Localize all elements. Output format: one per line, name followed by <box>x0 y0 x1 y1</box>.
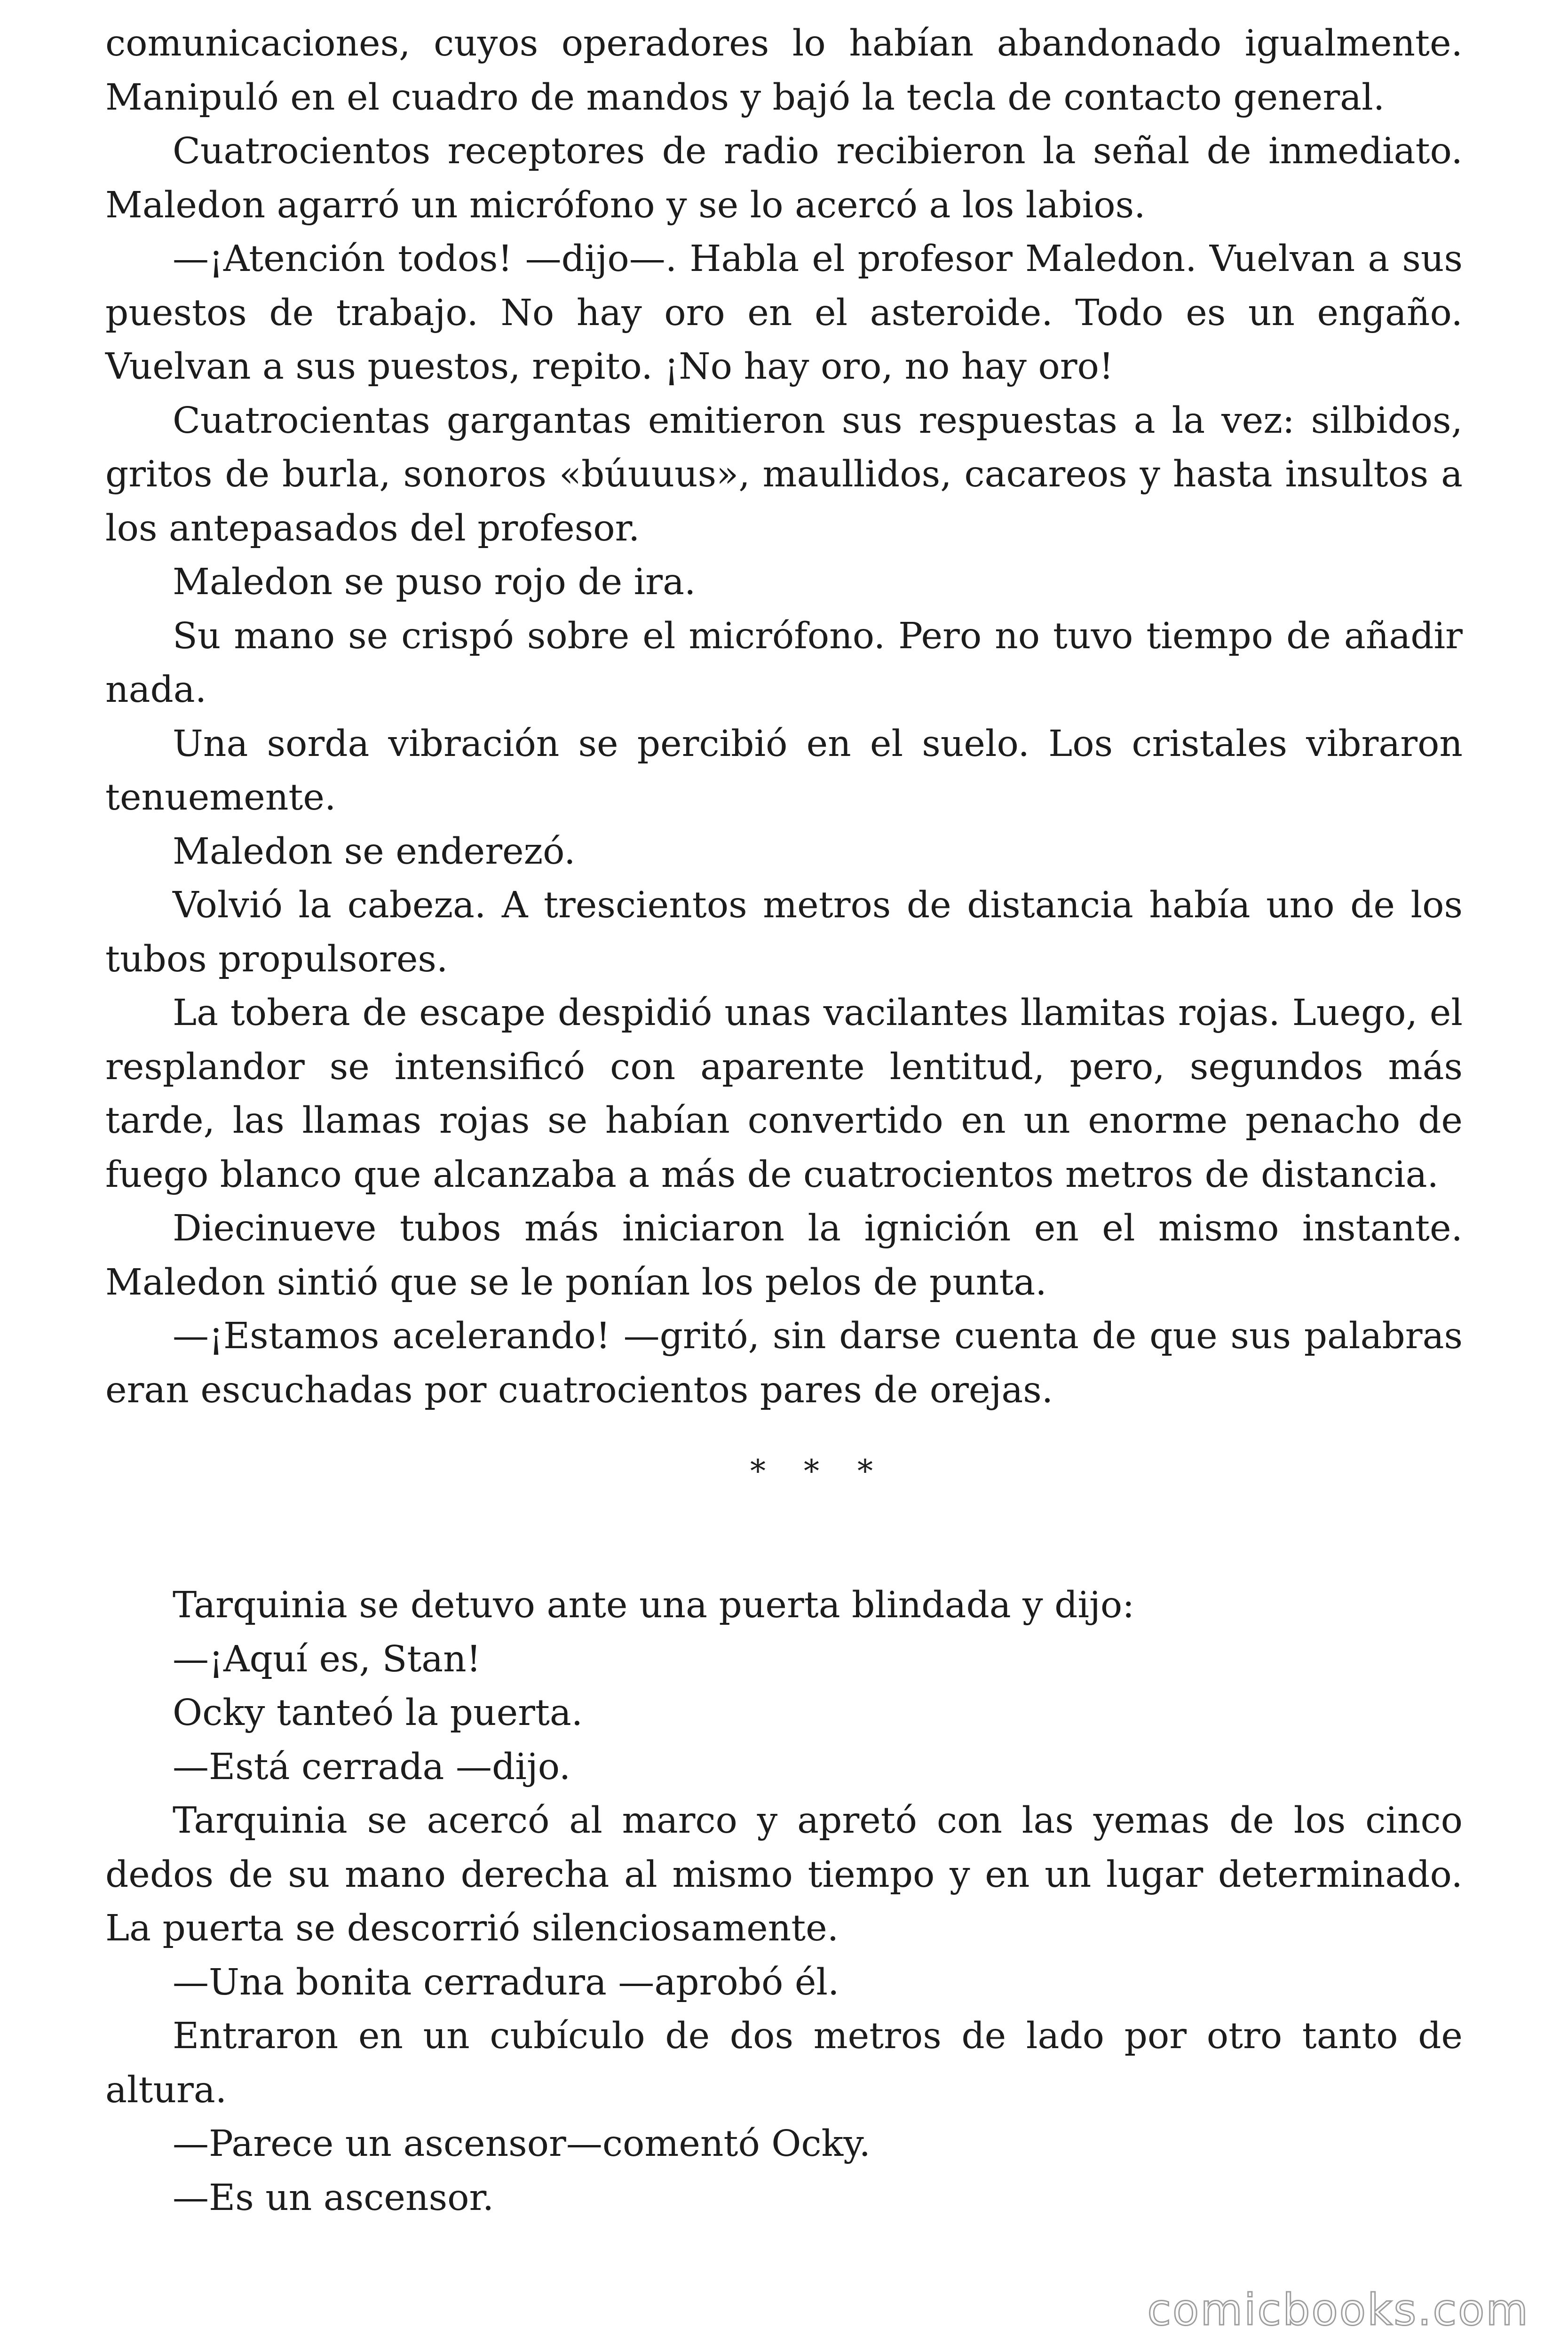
paragraph: Una sorda vibración se percibió en el suelo. Los cristales vibraron tenuemente. <box>105 723 1463 818</box>
paragraph: —¡Aquí es, Stan! <box>173 1638 481 1680</box>
paragraph: Ocky tanteó la puerta. <box>173 1692 583 1734</box>
paragraph: —¡Atención todos! —dijo—. Habla el profesor Maledon. Vuelvan a sus puestos de trabajo. No hay oro en el asteroide. Todo es un engaño. Vuelvan a sus puestos, repito. ¡No hay oro, no hay oro! <box>105 238 1463 388</box>
page-body <box>105 17 1463 2225</box>
paragraph: Tarquinia se detuvo ante una puerta blindada y dijo: <box>173 1584 1135 1626</box>
paragraph: Cuatrocientos receptores de radio recibieron la señal de inmediato. Maledon agarró un micrófono y se lo acercó a los labios. <box>105 130 1463 226</box>
paragraph: —Es un ascensor. <box>173 2177 494 2219</box>
paragraph: Su mano se crispó sobre el micrófono. Pero no tuvo tiempo de añadir nada. <box>105 615 1463 711</box>
paragraph: La tobera de escape despidió unas vacilantes llamitas rojas. Luego, el resplandor se intensificó con aparente lentitud, pero, segundos más tarde, las llamas rojas se habían convertido en un enorme penacho de fuego blanco que alcanzaba a más de cuatrocientos metros de distancia. <box>105 992 1463 1196</box>
paragraph: Maledon se enderezó. <box>173 830 576 873</box>
paragraph: —Está cerrada —dijo. <box>173 1746 571 1788</box>
paragraph: Maledon se puso rojo de ira. <box>173 561 696 603</box>
paragraph: Cuatrocientas gargantas emitieron sus respuestas a la vez: silbidos, gritos de burla, sonoros «búuuus», maullidos, cacareos y hasta insultos a los antepasados del profesor. <box>105 399 1463 549</box>
paragraph: Volvió la cabeza. A trescientos metros de distancia había uno de los tubos propulsores. <box>105 884 1463 980</box>
watermark: comicbooks.com <box>1147 2285 1529 2335</box>
paragraph: Entraron en un cubículo de dos metros de lado por otro tanto de altura. <box>105 2015 1463 2111</box>
section-separator: * * * <box>750 1453 887 1489</box>
paragraph: —Parece un ascensor—comentó Ocky. <box>173 2123 871 2165</box>
paragraph: Tarquinia se acercó al marco y apretó con las yemas de los cinco dedos de su mano derecha al mismo tiempo y en un lugar determinado. La puerta se descorrió silenciosamente. <box>105 1800 1463 1949</box>
paragraph: comunicaciones, cuyos operadores lo habían abandonado igualmente. Manipuló en el cuadro de mandos y bajó la tecla de contacto general. <box>105 23 1463 119</box>
paragraph: Diecinueve tubos más iniciaron la ignición en el mismo instante. Maledon sintió que se le ponían los pelos de punta. <box>105 1208 1463 1303</box>
paragraph: —Una bonita cerradura —aprobó él. <box>173 1961 839 2003</box>
section-gap <box>105 1525 1463 1579</box>
paragraph: —¡Estamos acelerando! —gritó, sin darse cuenta de que sus palabras eran escuchadas por cuatrocientos pares de orejas. <box>105 1315 1463 1411</box>
